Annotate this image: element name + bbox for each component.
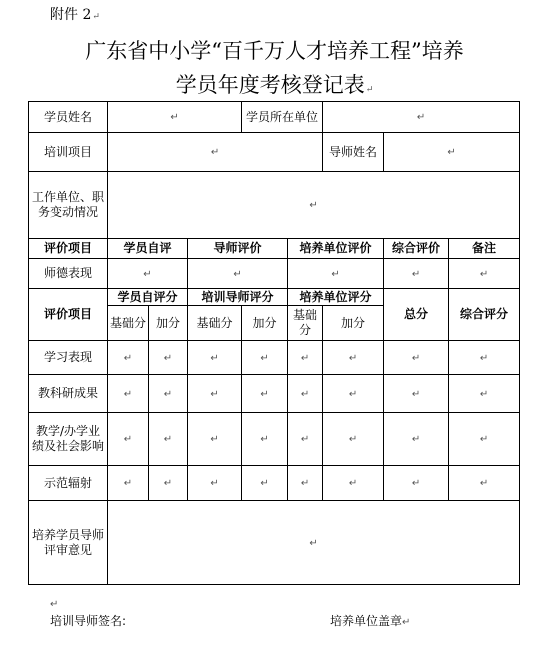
ethics-mentor-field[interactable]: ↵: [188, 259, 288, 289]
score-cell[interactable]: ↵: [323, 341, 384, 375]
trainee-name-label: 学员姓名: [29, 102, 108, 133]
work-change-label: 工作单位、职务变动情况: [29, 172, 108, 239]
eval-item-header: 评价项目: [29, 239, 108, 259]
ethics-label: 师德表现: [29, 259, 108, 289]
footer-para-mark: ↵: [50, 599, 59, 610]
ethics-remarks-field[interactable]: ↵: [449, 259, 520, 289]
score-cell[interactable]: ↵: [323, 413, 384, 466]
score-cell[interactable]: ↵: [323, 375, 384, 413]
score-cell[interactable]: ↵: [108, 375, 149, 413]
score-cell[interactable]: ↵: [449, 341, 520, 375]
score-cell[interactable]: ↵: [384, 341, 449, 375]
score-cell[interactable]: ↵: [449, 466, 520, 501]
self-base-score-header: 基础分: [108, 306, 149, 341]
unit-bonus-header: 加分: [323, 306, 384, 341]
score-cell[interactable]: ↵: [384, 466, 449, 501]
row-mentor-opinion: [29, 501, 520, 585]
score-cell[interactable]: ↵: [149, 466, 188, 501]
score-row-label: 教学/办学业绩及社会影响: [29, 413, 108, 466]
overall-eval-header: 综合评价: [384, 239, 449, 259]
mentor-score-header: 培训导师评分: [188, 289, 288, 306]
score-cell[interactable]: ↵: [288, 341, 323, 375]
score-cell[interactable]: ↵: [288, 466, 323, 501]
mentor-name-label: 导师姓名: [323, 133, 384, 172]
score-row-label: 示范辐射: [29, 466, 108, 501]
unit-eval-header: 培养单位评价: [288, 239, 384, 259]
mentor-base-score-header: 基础分: [188, 306, 242, 341]
score-row-label: 学习表现: [29, 341, 108, 375]
ethics-self-field[interactable]: ↵: [108, 259, 188, 289]
score-cell[interactable]: ↵: [288, 413, 323, 466]
score-cell[interactable]: ↵: [449, 375, 520, 413]
self-bonus-header: 加分: [149, 306, 188, 341]
score-cell[interactable]: ↵: [242, 466, 288, 501]
row-score-header-top: [29, 289, 520, 306]
mentor-signature-label: 培训导师签名:: [50, 614, 127, 628]
work-change-field[interactable]: ↵: [108, 172, 520, 239]
score-cell[interactable]: ↵: [323, 466, 384, 501]
ethics-overall-field[interactable]: ↵: [384, 259, 449, 289]
score-cell[interactable]: ↵: [242, 375, 288, 413]
score-cell[interactable]: ↵: [242, 341, 288, 375]
form-title-line2: 学员年度考核登记表↵: [175, 73, 374, 97]
unit-base-score-header: 基础分: [288, 306, 323, 341]
score-cell[interactable]: ↵: [108, 413, 149, 466]
mentor-name-field[interactable]: ↵: [384, 133, 520, 172]
score-cell[interactable]: ↵: [188, 375, 242, 413]
score-cell[interactable]: ↵: [188, 341, 242, 375]
ethics-unit-field[interactable]: ↵: [288, 259, 384, 289]
score-cell[interactable]: ↵: [149, 341, 188, 375]
mentor-eval-header: 导师评价: [188, 239, 288, 259]
score-cell[interactable]: ↵: [188, 466, 242, 501]
score-cell[interactable]: ↵: [449, 413, 520, 466]
score-cell[interactable]: ↵: [242, 413, 288, 466]
form-title-line1: 广东省中小学“百千万人才培养工程”培养: [85, 39, 464, 63]
self-eval-header: 学员自评: [108, 239, 188, 259]
training-project-label: 培训项目: [29, 133, 108, 172]
score-cell[interactable]: ↵: [149, 413, 188, 466]
mentor-opinion-field[interactable]: ↵: [108, 501, 520, 585]
row-demonstration: [29, 466, 520, 501]
row-work-change: [29, 172, 520, 239]
score-cell[interactable]: ↵: [288, 375, 323, 413]
mentor-opinion-label: 培养学员导师评审意见: [29, 501, 108, 585]
score-row-label: 教科研成果: [29, 375, 108, 413]
mentor-bonus-header: 加分: [242, 306, 288, 341]
row-research-results: [29, 375, 520, 413]
row-study-performance: [29, 341, 520, 375]
score-cell[interactable]: ↵: [149, 375, 188, 413]
unit-seal-label: 培养单位盖章↵: [330, 614, 411, 628]
score-cell[interactable]: ↵: [188, 413, 242, 466]
assessment-form-table: [28, 101, 520, 585]
trainee-name-field[interactable]: ↵: [108, 102, 242, 133]
total-score-header: 总分: [384, 289, 449, 341]
trainee-unit-field[interactable]: ↵: [323, 102, 520, 133]
score-cell[interactable]: ↵: [108, 341, 149, 375]
training-project-field[interactable]: ↵: [108, 133, 323, 172]
row-training-project: [29, 133, 520, 172]
trainee-unit-label: 学员所在单位: [242, 102, 323, 133]
score-cell[interactable]: ↵: [384, 413, 449, 466]
score-cell[interactable]: ↵: [108, 466, 149, 501]
score-eval-item-header: 评价项目: [29, 289, 108, 341]
score-cell[interactable]: ↵: [384, 375, 449, 413]
row-ethics: [29, 259, 520, 289]
row-trainee-info: [29, 102, 520, 133]
remarks-header: 备注: [449, 239, 520, 259]
attachment-number: 附件 2↵: [50, 7, 100, 23]
row-eval-header: [29, 239, 520, 259]
self-score-header: 学员自评分: [108, 289, 188, 306]
row-teaching-achievements: [29, 413, 520, 466]
unit-score-header: 培养单位评分: [288, 289, 384, 306]
overall-score-header: 综合评分: [449, 289, 520, 341]
